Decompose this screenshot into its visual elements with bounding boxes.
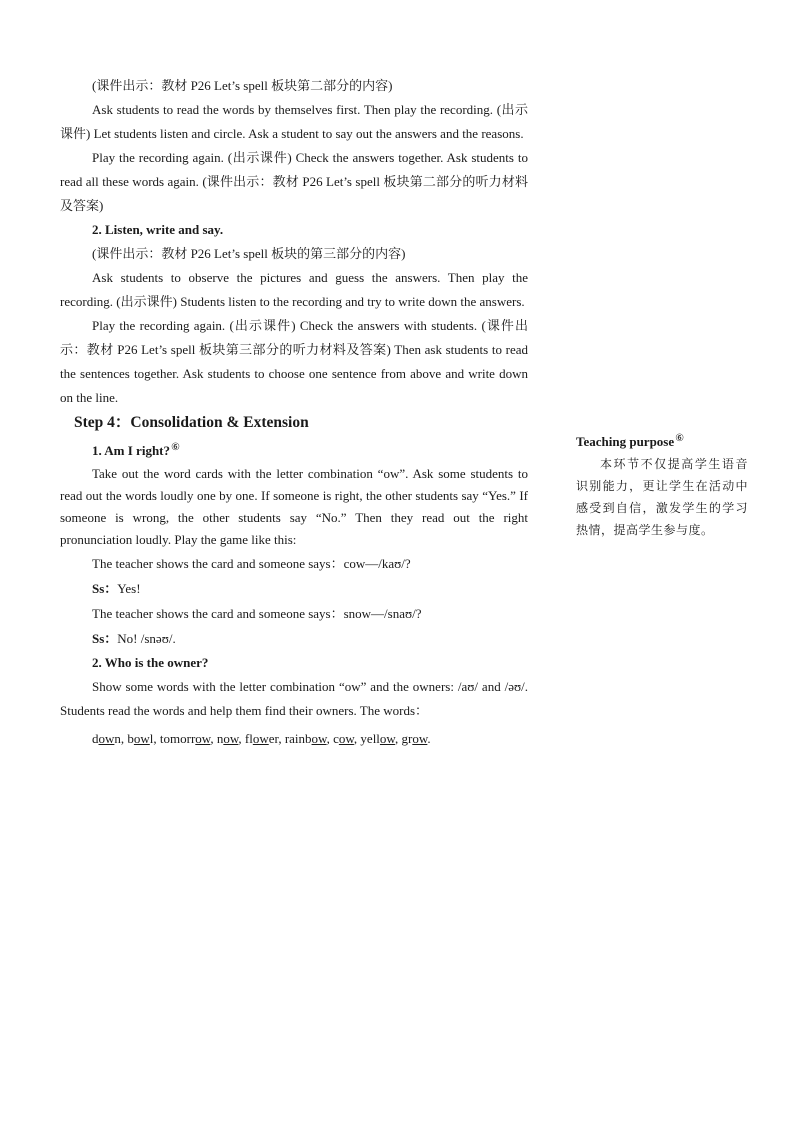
dialogue-text: No! /snəʊ/. (117, 631, 176, 646)
teaching-purpose-sidebar (576, 428, 748, 541)
dialogue-line-2 (60, 577, 528, 601)
paragraph-observe-pictures: Ask students to observe the pictures and guess the answers. Then play the recording. (出示课件) Students listen to the recording and try to write down the answers. (60, 270, 528, 309)
subheading-am-i-right-text: 1. Am I right? (92, 443, 170, 458)
step-4-heading: Step 4：Consolidation & Extension (74, 414, 309, 431)
sidebar-title-text: Teaching purpose (576, 434, 675, 449)
word-list (60, 727, 528, 751)
footnote-mark: ⑥ (675, 433, 685, 444)
paragraph-check-with-students: Play the recording again. (出示课件) Check the answers with students. (课件出示：教材 P26 Let’s spell 板块第三部分的听力材料及答案) Then ask students to read the sentences together. Ask students to choose one sentence from above and write down on the line. (60, 318, 528, 405)
dialogue-line-1: The teacher shows the card and someone says：cow—/kaʊ/? (92, 556, 411, 571)
courseware-note-2: (课件出示：教材 P26 Let’s spell 板块的第三部分的内容) (92, 246, 406, 261)
subheading-who-is-owner: 2. Who is the owner? (92, 655, 209, 670)
courseware-note-1: (课件出示：教材 P26 Let’s spell 板块第二部分的内容) (92, 78, 393, 93)
speaker-label: Ss： (92, 631, 118, 646)
word-item: now, (216, 731, 245, 746)
sidebar-body: 本环节不仅提高学生语音识别能力，更让学生在活动中感受到自信，激发学生的学习热情，提高学生参与度。 (576, 457, 748, 537)
paragraph-check-answers: Play the recording again. (出示课件) Check the answers together. Ask students to read all these words again. (课件出示：教材 P26 Let’s spell 板块第二部分的听力材料及答案) (60, 150, 528, 213)
dialogue-line-4 (60, 627, 528, 651)
word-item: bowl, (127, 731, 160, 746)
speaker-label: Ss： (92, 581, 118, 596)
dialogue-line-3: The teacher shows the card and someone says：snow—/snaʊ/? (92, 606, 422, 621)
paragraph-word-cards: Take out the word cards with the letter combination “ow”. Ask some students to read out the words loudly one by one. If someone is right, the other students say “Yes.” If someone is wrong, the other students say “No.” Then they read out the right pronunciation loudly. Play the game like this: (60, 466, 528, 547)
word-item: grow. (401, 731, 431, 746)
word-item: down, (92, 731, 128, 746)
word-item: rainbow, (284, 731, 334, 746)
sidebar-title (576, 428, 748, 453)
word-item: tomorrow, (159, 731, 217, 746)
dialogue-text: Yes! (117, 581, 141, 596)
paragraph-show-words: Show some words with the letter combination “ow” and the owners: /aʊ/ and /əʊ/. Students read the words and help them find their owners. The words： (60, 679, 528, 718)
footnote-mark: ⑥ (171, 442, 180, 453)
word-item: cow, (333, 731, 361, 746)
paragraph-read-words: Ask students to read the words by themselves first. Then play the recording. (出示课件) Let students listen and circle. Ask a student to say out the answers and the reasons. (60, 102, 528, 141)
word-item: yellow, (360, 731, 402, 746)
subheading-listen-write-say: 2. Listen, write and say. (92, 222, 224, 237)
main-column (60, 74, 528, 751)
word-item: flower, (244, 731, 285, 746)
subheading-am-i-right (60, 436, 528, 463)
